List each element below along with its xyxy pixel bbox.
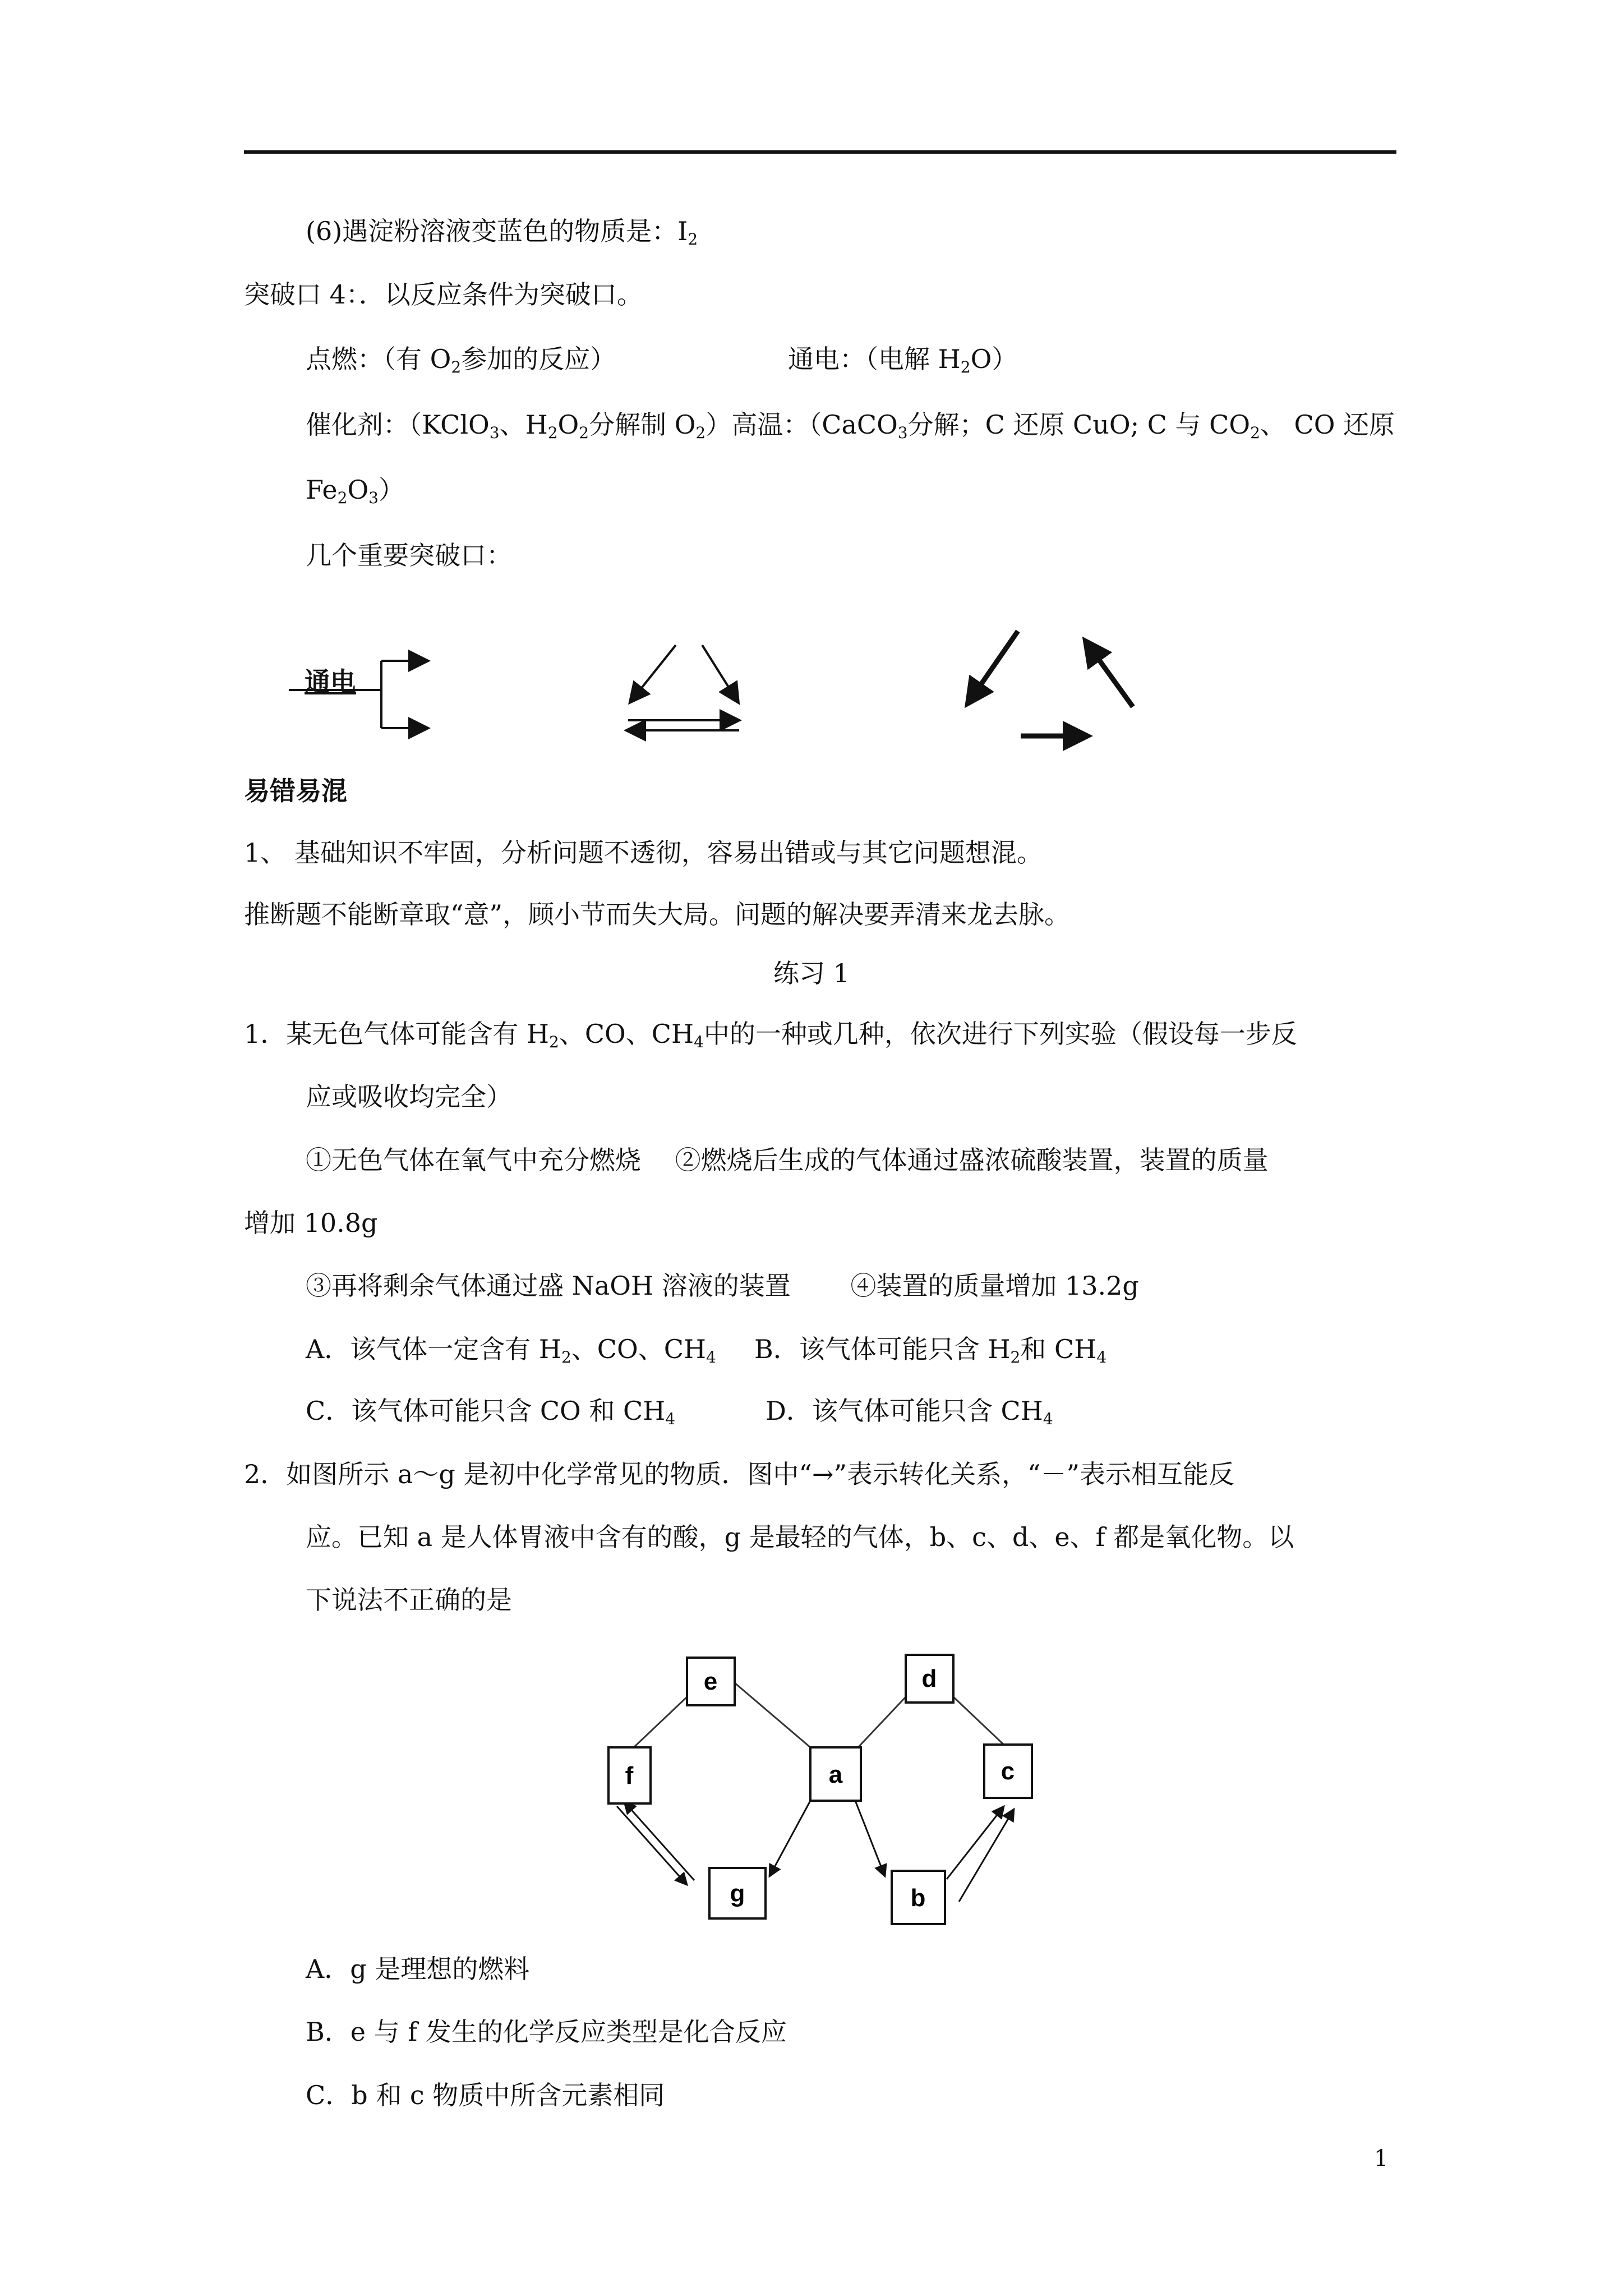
arrow-b-c — [947, 1806, 1004, 1879]
text: 通电：（电解 H — [788, 344, 961, 374]
link-d-c — [953, 1697, 1007, 1747]
subscript: 2 — [688, 230, 698, 249]
subscript: 2 — [579, 424, 589, 442]
node-f: f — [625, 1762, 634, 1789]
arrow-f-g — [617, 1806, 687, 1885]
subscript: 2 — [960, 358, 971, 376]
subscript: 4 — [1043, 1410, 1053, 1428]
subscript: 2 — [549, 1033, 559, 1051]
node-d: d — [921, 1665, 937, 1692]
subscript: 2 — [561, 1348, 571, 1366]
q1-line-b: 应或吸收均完全） — [306, 1082, 512, 1112]
section-title-easy-mistakes: 易错易混 — [244, 776, 347, 806]
q1-line-e: ③再将剩余气体通过盛 NaOH 溶液的装置 ④装置的质量增加 13.2g — [306, 1271, 1139, 1301]
subscript: 2 — [695, 424, 706, 442]
text: 点燃：（有 O — [306, 344, 451, 374]
text: O — [347, 475, 369, 505]
subscript: 4 — [706, 1348, 716, 1366]
subscript: 3 — [489, 424, 500, 442]
subscript: 4 — [665, 1410, 676, 1428]
text: 、CO、CH — [571, 1334, 707, 1364]
page-number: 1 — [1374, 2146, 1389, 2171]
subscript: 4 — [1096, 1348, 1107, 1366]
text: 、CO、CH — [559, 1019, 694, 1049]
subscript: 3 — [897, 424, 908, 442]
node-a: a — [828, 1761, 843, 1788]
node-e: e — [703, 1668, 718, 1695]
mistake-1: 1、 基础知识不牢固，分析问题不透彻，容易出错或与其它问题想混。 — [244, 838, 1043, 868]
text: C．该气体可能只含 CO 和 CH — [306, 1396, 666, 1426]
q2-option-b: B．e 与 f 发生的化学反应类型是化合反应 — [306, 2017, 787, 2047]
q2-line-c: 下说法不正确的是 — [306, 1585, 512, 1615]
text: ）高温：（CaCO — [706, 409, 898, 440]
arrow-b-c-2 — [959, 1809, 1014, 1902]
breakthrough-4: 突破口 4：．以反应条件为突破口。 — [244, 279, 643, 310]
text: B．该气体可能只含 H — [754, 1334, 1011, 1364]
q2-option-a: A．g 是理想的燃料 — [306, 1954, 530, 1984]
q2-line-b: 应。已知 a 是人体胃液中含有的酸，g 是最轻的气体，b、c、d、e、f 都是氧化物。以 — [306, 1522, 1294, 1552]
text: D．该气体可能只含 CH — [766, 1396, 1043, 1426]
arrow-a-b — [855, 1801, 885, 1876]
q1-line-c: ①无色气体在氧气中充分燃烧 ②燃烧后生成的气体通过盛浓硫酸装置，装置的质量 — [306, 1145, 1269, 1175]
subscript: 2 — [451, 358, 462, 376]
q1-line-d: 增加 10.8g — [244, 1208, 378, 1238]
node-c: c — [1000, 1757, 1015, 1785]
mistake-2: 推断题不能断章取“意”，顾小节而失大局。问题的解决要弄清来龙去脉。 — [244, 899, 1071, 930]
node-b: b — [910, 1884, 926, 1912]
text: 催化剂：（KClO — [306, 409, 490, 440]
link-e-a — [735, 1683, 810, 1747]
q2-line-a: 2．如图所示 a～g 是初中化学常见的物质．图中“→”表示转化关系，“－”表示相互能反 — [244, 1459, 1234, 1489]
text: 分解制 O — [589, 409, 696, 440]
text: 分解；C 还原 CuO; C 与 CO — [907, 409, 1251, 440]
subscript: 2 — [1250, 424, 1260, 442]
text: O — [557, 409, 579, 440]
link-a-d — [858, 1697, 906, 1747]
arrow-a-g — [769, 1801, 810, 1876]
text: A．该气体一定含有 H — [306, 1334, 561, 1364]
text: Fe — [306, 475, 338, 505]
several-breakthroughs: 几个重要突破口： — [306, 540, 512, 570]
practice-title: 练习 1 — [773, 958, 850, 988]
text: 、 CO 还原 — [1260, 409, 1395, 440]
electrolysis-label: 通电 — [305, 666, 356, 697]
text: O） — [970, 344, 1018, 374]
text: (6)遇淀粉溶液变蓝色的物质是：I — [306, 216, 688, 246]
subscript: 2 — [547, 424, 558, 442]
subscript: 3 — [368, 489, 379, 507]
text: ） — [379, 475, 404, 505]
subscript: 2 — [337, 489, 348, 507]
text: 中的一种或几种，依次进行下列实验（假设每一步反 — [703, 1019, 1297, 1049]
subscript: 2 — [1010, 1348, 1021, 1366]
link-e-f — [634, 1697, 687, 1747]
text: 1．某无色气体可能含有 H — [244, 1019, 550, 1049]
arrow-g-f — [624, 1802, 694, 1880]
text: 参加的反应） — [461, 344, 616, 374]
subscript: 4 — [694, 1033, 704, 1051]
text: 、H — [499, 409, 548, 440]
node-g: g — [730, 1880, 745, 1907]
q2-option-c: C．b 和 c 物质中所含元素相同 — [306, 2080, 665, 2110]
text: 和 CH — [1020, 1334, 1097, 1364]
